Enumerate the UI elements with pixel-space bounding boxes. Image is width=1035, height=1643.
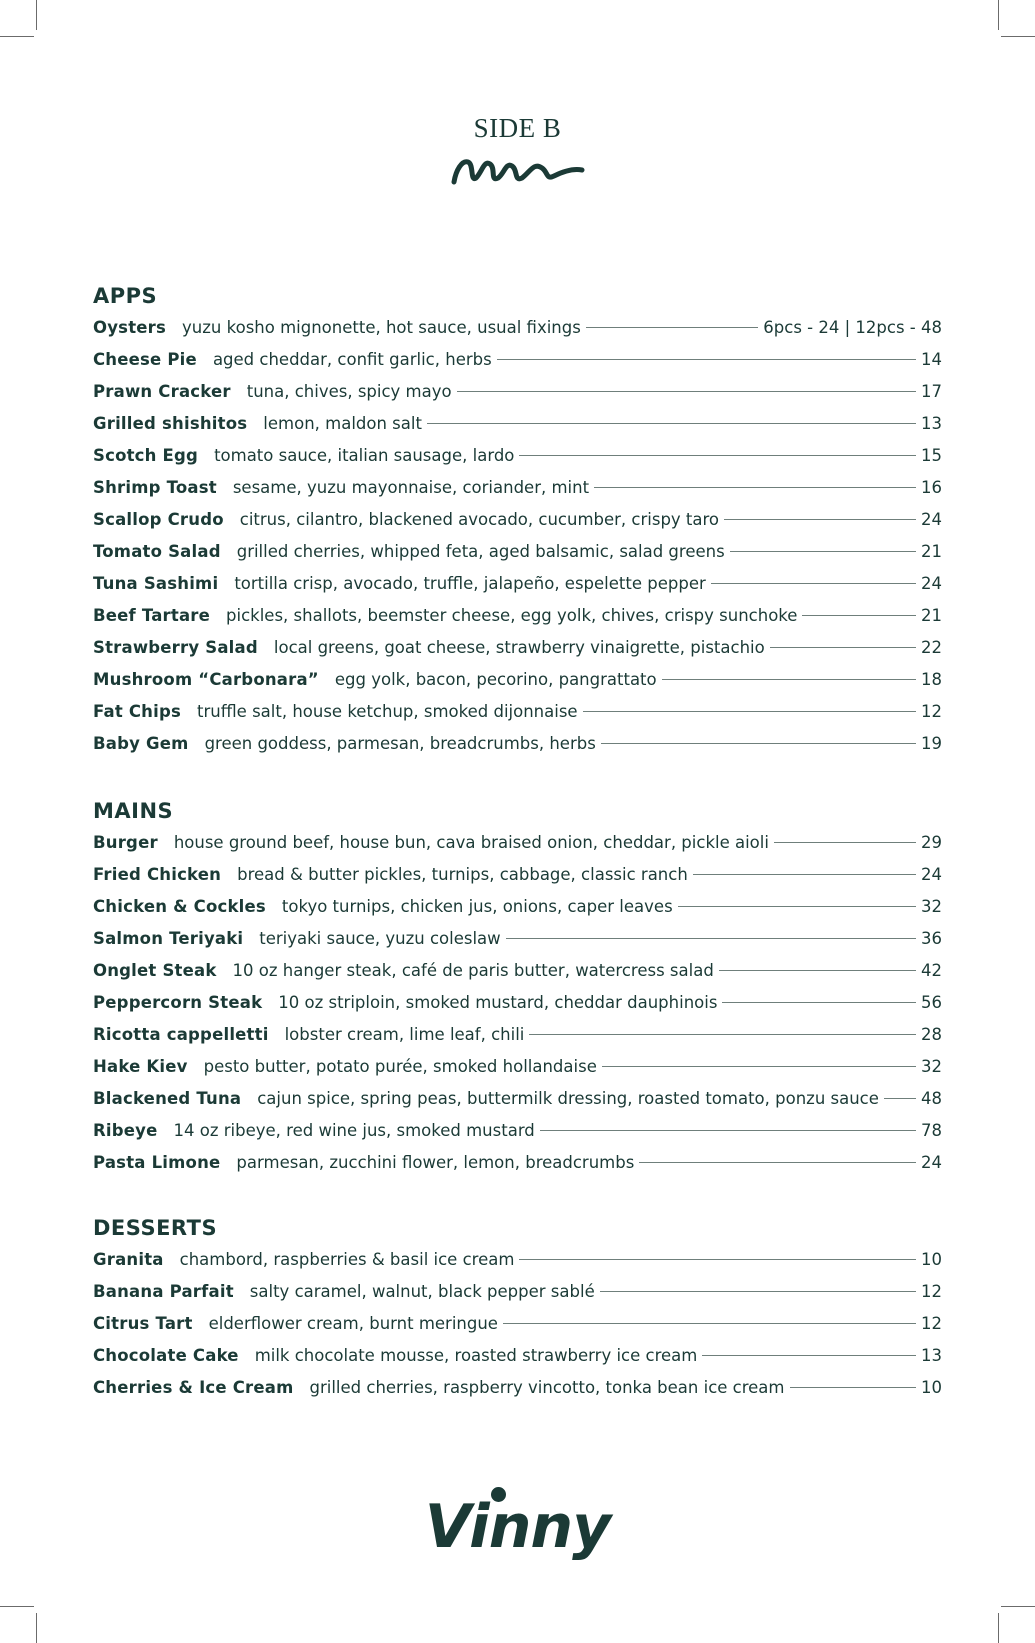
item-description: egg yolk, bacon, pecorino, pangrattato [334, 670, 657, 689]
dot-leader [662, 679, 916, 680]
item-description: yuzu kosho mignonette, hot sauce, usual fixings [182, 318, 581, 337]
item-name: Salmon Teriyaki [93, 929, 244, 948]
item-description: elderflower cream, burnt meringue [208, 1314, 498, 1333]
item-price: 15 [921, 446, 942, 465]
item-name: Cherries & Ice Cream [93, 1378, 294, 1397]
item-price: 22 [921, 638, 942, 657]
item-name: Strawberry Salad [93, 638, 258, 657]
item-price: 18 [921, 670, 942, 689]
item-price: 19 [921, 734, 942, 753]
item-description: 10 oz striploin, smoked mustard, cheddar dauphinois [278, 993, 718, 1012]
dot-leader [884, 1098, 916, 1099]
item-price: 32 [921, 897, 942, 916]
section-apps [93, 282, 942, 766]
section-mains [93, 797, 942, 1185]
item-price: 48 [921, 1089, 942, 1108]
dot-leader [540, 1130, 916, 1131]
item-price: 24 [921, 574, 942, 593]
section-desserts [93, 1214, 942, 1410]
item-price: 16 [921, 478, 942, 497]
crop-mark [1001, 1606, 1035, 1607]
item-description: tuna, chives, spicy mayo [246, 382, 452, 401]
item-price: 24 [921, 510, 942, 529]
menu-item [93, 638, 942, 670]
menu-item [93, 1282, 942, 1314]
dot-leader [427, 423, 916, 424]
item-price: 24 [921, 1153, 942, 1172]
menu-item [93, 1378, 942, 1410]
item-name: Oysters [93, 318, 167, 337]
menu-list [93, 318, 942, 766]
menu-item [93, 446, 942, 478]
dot-leader [693, 874, 916, 875]
item-description: bread & butter pickles, turnips, cabbage, classic ranch [237, 865, 688, 884]
dot-leader [724, 519, 916, 520]
item-description: truffle salt, house ketchup, smoked dijonnaise [197, 702, 578, 721]
item-description: lobster cream, lime leaf, chili [284, 1025, 525, 1044]
dot-leader [600, 1291, 916, 1292]
dot-leader [790, 1387, 917, 1388]
menu-item [93, 382, 942, 414]
item-name: Granita [93, 1250, 164, 1269]
item-description: house ground beef, house bun, cava braised onion, cheddar, pickle aioli [173, 833, 769, 852]
crop-mark [36, 0, 37, 30]
item-description: 14 oz ribeye, red wine jus, smoked mustard [173, 1121, 535, 1140]
menu-item [93, 1025, 942, 1057]
dot-leader [529, 1034, 916, 1035]
item-name: Baby Gem [93, 734, 189, 753]
menu-list [93, 833, 942, 1185]
menu-item [93, 897, 942, 929]
item-price: 36 [921, 929, 942, 948]
dot-leader [602, 1066, 916, 1067]
dot-leader [519, 455, 916, 456]
item-price: 24 [921, 865, 942, 884]
item-price: 12 [921, 1282, 942, 1301]
dot-leader [503, 1323, 916, 1324]
item-name: Peppercorn Steak [93, 993, 263, 1012]
menu-item [93, 1314, 942, 1346]
item-price: 6pcs - 24 | 12pcs - 48 [763, 318, 942, 337]
item-name: Scallop Crudo [93, 510, 224, 529]
menu-item [93, 574, 942, 606]
dot-leader [770, 647, 916, 648]
menu-item [93, 1346, 942, 1378]
item-name: Prawn Cracker [93, 382, 231, 401]
menu-item [93, 670, 942, 702]
item-description: aged cheddar, confit garlic, herbs [212, 350, 492, 369]
crop-mark [0, 1606, 34, 1607]
item-description: grilled cherries, whipped feta, aged balsamic, salad greens [236, 542, 725, 561]
dot-leader [678, 906, 916, 907]
crop-mark [998, 1613, 999, 1643]
item-description: salty caramel, walnut, black pepper sablé [249, 1282, 595, 1301]
section-title: DESSERTS [93, 1216, 218, 1240]
item-price: 14 [921, 350, 942, 369]
menu-item [93, 1250, 942, 1282]
item-name: Tuna Sashimi [93, 574, 219, 593]
item-price: 10 [921, 1378, 942, 1397]
item-price: 21 [921, 606, 942, 625]
dot-leader [774, 842, 916, 843]
menu-list [93, 1250, 942, 1410]
item-price: 78 [921, 1121, 942, 1140]
crop-mark [1001, 36, 1035, 37]
menu-item [93, 993, 942, 1025]
item-name: Fried Chicken [93, 865, 222, 884]
item-name: Grilled shishitos [93, 414, 248, 433]
item-name: Fat Chips [93, 702, 182, 721]
item-name: Cheese Pie [93, 350, 197, 369]
item-price: 12 [921, 702, 942, 721]
menu-item [93, 833, 942, 865]
item-price: 56 [921, 993, 942, 1012]
item-price: 10 [921, 1250, 942, 1269]
item-name: Tomato Salad [93, 542, 221, 561]
menu-item [93, 542, 942, 574]
menu-item [93, 1089, 942, 1121]
item-description: local greens, goat cheese, strawberry vinaigrette, pistachio [273, 638, 765, 657]
item-name: Chocolate Cake [93, 1346, 239, 1365]
menu-item [93, 961, 942, 993]
item-name: Pasta Limone [93, 1153, 221, 1172]
item-description: sesame, yuzu mayonnaise, coriander, mint [232, 478, 590, 497]
item-description: milk chocolate mousse, roasted strawberry ice cream [254, 1346, 698, 1365]
item-name: Hake Kiev [93, 1057, 188, 1076]
dot-leader [711, 583, 916, 584]
item-name: Onglet Steak [93, 961, 217, 980]
item-price: 21 [921, 542, 942, 561]
item-name: Citrus Tart [93, 1314, 193, 1333]
item-price: 13 [921, 414, 942, 433]
item-description: lemon, maldon salt [263, 414, 422, 433]
item-description: teriyaki sauce, yuzu coleslaw [259, 929, 501, 948]
item-description: green goddess, parmesan, breadcrumbs, herbs [204, 734, 596, 753]
item-price: 13 [921, 1346, 942, 1365]
item-description: tomato sauce, italian sausage, lardo [214, 446, 515, 465]
dot-leader [497, 359, 916, 360]
item-name: Mushroom “Carbonara” [93, 670, 319, 689]
item-description: parmesan, zucchini flower, lemon, breadcrumbs [236, 1153, 635, 1172]
menu-item [93, 865, 942, 897]
item-name: Banana Parfait [93, 1282, 234, 1301]
dot-leader [719, 970, 916, 971]
dot-leader [639, 1162, 916, 1163]
item-price: 12 [921, 1314, 942, 1333]
item-price: 32 [921, 1057, 942, 1076]
item-name: Scotch Egg [93, 446, 199, 465]
dot-leader [586, 327, 758, 328]
item-description: grilled cherries, raspberry vincotto, tonka bean ice cream [309, 1378, 785, 1397]
section-title: MAINS [93, 799, 174, 823]
dot-leader [601, 743, 916, 744]
item-price: 28 [921, 1025, 942, 1044]
menu-item [93, 510, 942, 542]
item-price: 17 [921, 382, 942, 401]
menu-item [93, 929, 942, 961]
item-description: chambord, raspberries & basil ice cream [179, 1250, 515, 1269]
dot-leader [730, 551, 916, 552]
squiggle-ornament-icon [450, 152, 585, 188]
item-description: cajun spice, spring peas, buttermilk dressing, roasted tomato, ponzu sauce [257, 1089, 879, 1108]
item-description: tokyo turnips, chicken jus, onions, caper leaves [281, 897, 673, 916]
dot-leader [802, 615, 916, 616]
item-description: pickles, shallots, beemster cheese, egg yolk, chives, crispy sunchoke [226, 606, 798, 625]
dot-leader [702, 1355, 916, 1356]
dot-leader [506, 938, 916, 939]
menu-item [93, 414, 942, 446]
item-name: Ricotta cappelletti [93, 1025, 269, 1044]
item-description: tortilla crisp, avocado, truffle, jalapeño, espelette pepper [234, 574, 706, 593]
item-name: Shrimp Toast [93, 478, 217, 497]
menu-item [93, 318, 942, 350]
dot-leader [583, 711, 916, 712]
item-description: 10 oz hanger steak, café de paris butter, watercress salad [232, 961, 714, 980]
item-price: 42 [921, 961, 942, 980]
brand-logo: Vinny [424, 1492, 611, 1562]
menu-item [93, 350, 942, 382]
item-name: Burger [93, 833, 158, 852]
item-price: 29 [921, 833, 942, 852]
item-name: Beef Tartare [93, 606, 211, 625]
dot-leader [594, 487, 916, 488]
item-description: pesto butter, potato purée, smoked hollandaise [203, 1057, 597, 1076]
item-name: Chicken & Cockles [93, 897, 266, 916]
item-name: Ribeye [93, 1121, 158, 1140]
menu-item [93, 734, 942, 766]
menu-item [93, 606, 942, 638]
menu-item [93, 1057, 942, 1089]
dot-leader [722, 1002, 916, 1003]
page-title: SIDE B [473, 113, 562, 143]
crop-mark [998, 0, 999, 30]
dot-leader [519, 1259, 916, 1260]
menu-item [93, 1153, 942, 1185]
menu-item [93, 1121, 942, 1153]
section-title: APPS [93, 284, 158, 308]
menu-item [93, 702, 942, 734]
item-description: citrus, cilantro, blackened avocado, cucumber, crispy taro [239, 510, 720, 529]
item-name: Blackened Tuna [93, 1089, 242, 1108]
crop-mark [36, 1613, 37, 1643]
dot-leader [457, 391, 916, 392]
crop-mark [0, 36, 34, 37]
menu-item [93, 478, 942, 510]
